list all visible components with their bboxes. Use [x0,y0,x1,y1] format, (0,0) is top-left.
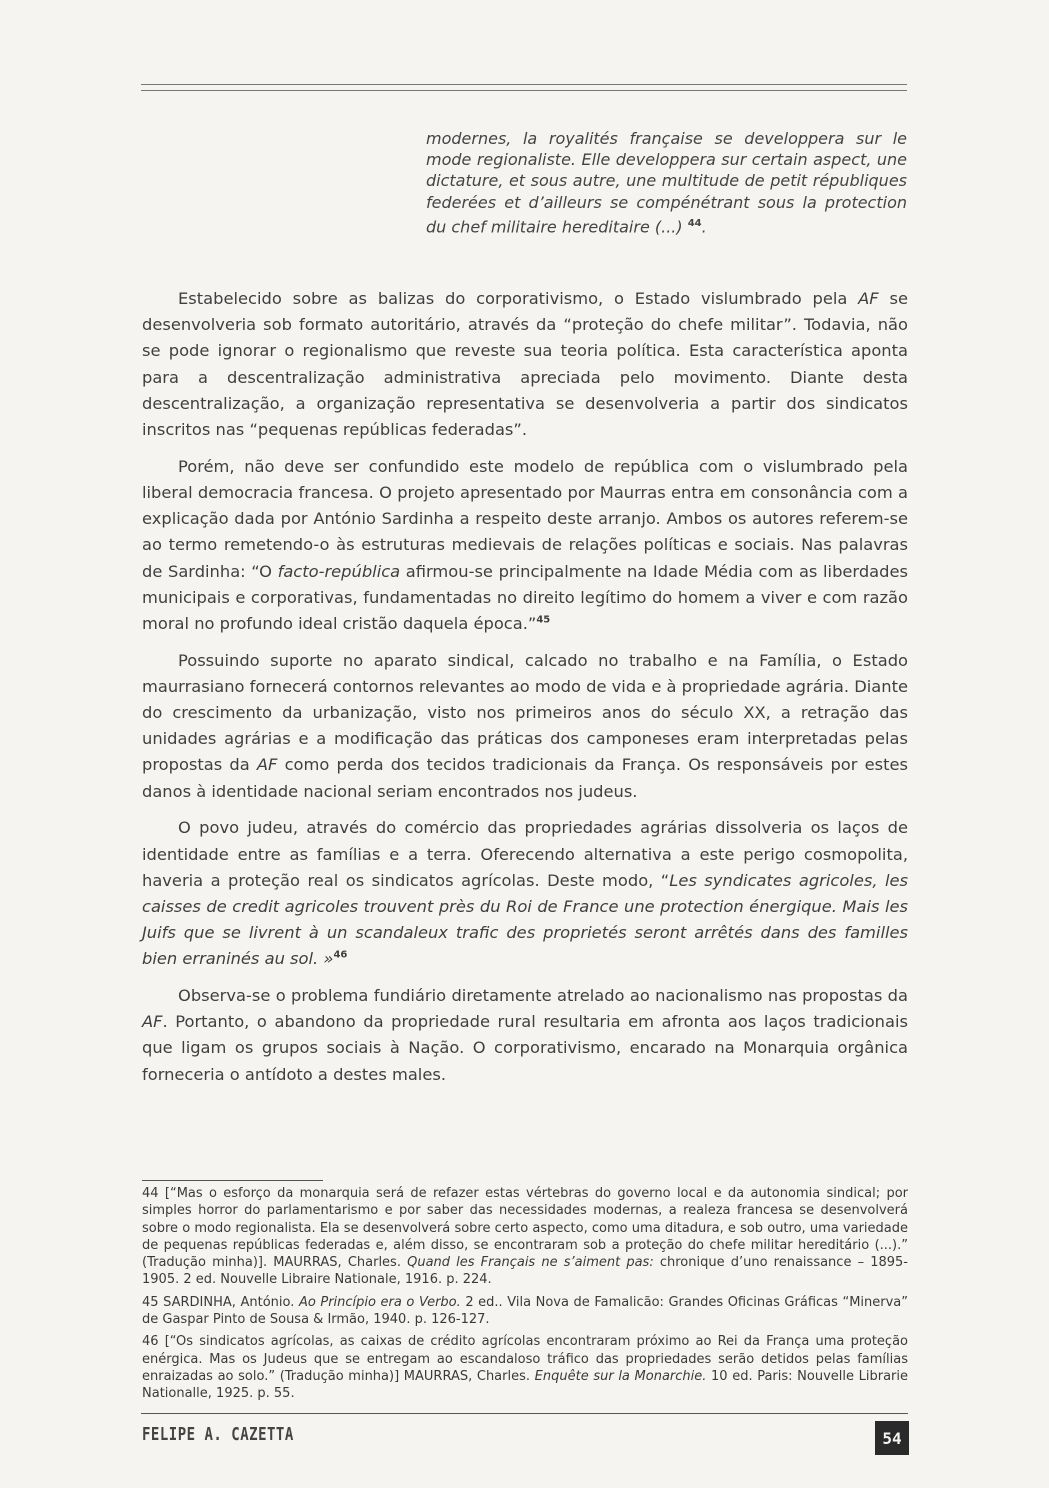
footnote-45: 45 SARDINHA, António. Ao Princípio era o Verbo. 2 ed.. Vila Nova de Famalicão: Grandes Oficinas Gráficas “Minerva” de Gaspar Pinto de Sousa & Irmão, 1940. p. 126-127. [142,1294,909,1328]
page-number: 54 [875,1421,909,1455]
footnote-46: 46 [“Os sindicatos agrícolas, as caixas de crédito agrícolas encontraram próximo ao Rei da França uma proteção enérgica. Mas os Judeus que se entregam ao escandaloso tráfico das propriedades serão detidos pelas famílias enraizadas ao solo.” (Tradução minha)] MAURRAS, Charles. Enquête sur la Monarchie. 10 ed. Paris: Nouvelle Librarie Nationalle, 1925. p. 55. [142,1334,909,1402]
paragraph-5: Observa-se o problema fundiário diretamente atrelado ao nacionalismo nas propostas da AF. Portanto, o abandono da propriedade rural resultaria em afronta aos laços tradicionais que ligam os grupos sociais à Nação. O corporativismo, encarado na Monarquia orgânica forneceria o antídoto a destes males. [142,986,908,1084]
footnote-separator [142,1180,323,1181]
footnote-ref-45[interactable]: 45 [536,614,551,626]
header-rule [141,84,907,91]
body-text [142,286,908,1098]
footnotes [142,1185,908,1408]
author-name: FELIPE A. CAZETTA [142,1425,294,1445]
paragraph-1: Estabelecido sobre as balizas do corporativismo, o Estado vislumbrado pela AF se desenvolveria sob formato autoritário, através da “proteção do chefe militar”. Todavia, não se pode ignorar o regionalismo que reveste sua teoria política. Esta característica aponta para a descentralização administrativa apreciada pelo movimento. Diante desta descentralização, a organização representativa se desenvolveria a partir dos sindicatos inscritos nas “pequenas repúblicas federadas”. [142,289,908,440]
block-quote: modernes, la royalités française se developpera sur le mode regionaliste. Elle developpera sur certain aspect, une dictature, et sous autre, une multitude de petit républiques federées et d’ailleurs se compénétrant sous la protection du chef militaire hereditaire (...) $^{44}$. [426,129,907,237]
footnote-44: 44 [“Mas o esforço da monarquia será de refazer estas vértebras do governo local e da autonomia sindical; por simples horror do parlamentarismo e por saber das necessidades modernas, a realeza francesa se desenvolverá sobre o modo regionalista. Ela se desenvolverá sobre certo aspecto, como uma ditadura, e sob outro, uma variedade de pequenas repúblicas federadas e, além disso, se encontraram sob a proteção do chefe militar hereditário (...).” (Tradução minha)]. MAURRAS, Charles. Quand les Français ne s’aiment pas: chronique d’uno renaissance – 1895-1905. 2 ed. Nouvelle Libraire Nationale, 1916. p. 224. [142,1186,908,1288]
paragraph-3: Possuindo suporte no aparato sindical, calcado no trabalho e na Família, o Estado maurrasiano fornecerá contornos relevantes ao modo de vida e à propriedade agrária. Diante do crescimento da urbanização, visto nos primeiros anos do século XX, a retração das unidades agrárias e a modificação das práticas dos camponeses eram interpretadas pelas propostas da AF como perda dos tecidos tradicionais da França. Os responsáveis por estes danos à identidade nacional seriam encontrados nos judeus. [142,650,908,801]
footnote-ref-44[interactable]: 44 [687,217,702,229]
footer-rule [141,1413,908,1414]
footnote-ref-46[interactable]: 46 [333,949,348,961]
paragraph-4: O povo judeu, através do comércio das propriedades agrárias dissolveria os laços de identidade entre as famílias e a terra. Oferecendo alternativa a este perigo cosmopolita, haveria a proteção real os sindicatos agrícolas. Deste modo, “Les syndicates agricoles, les caisses de credit agricoles trouvent près du Roi de France une protection énergique. Mais les Juifs que se livrent à un scandaleux trafic des proprietés seront arrêtés dans des familles bien erraninés au sol. »$^{46}$ [142,818,908,969]
paragraph-2: Porém, não deve ser confundido este modelo de república com o vislumbrado pela liberal democracia francesa. O projeto apresentado por Maurras entra em consonância com a explicação dada por António Sardinha a respeito deste arranjo. Ambos os autores referem-se ao termo remetendo-o às estruturas medievais de relações políticas e sociais. Nas palavras de Sardinha: “O facto-república afirmou-se principalmente na Idade Média com as liberdades municipais e corporativas, fundamentadas no direito legítimo do homem a viver e com razão moral no profundo ideal cristão daquela época.”$^{45}$ [142,456,908,633]
